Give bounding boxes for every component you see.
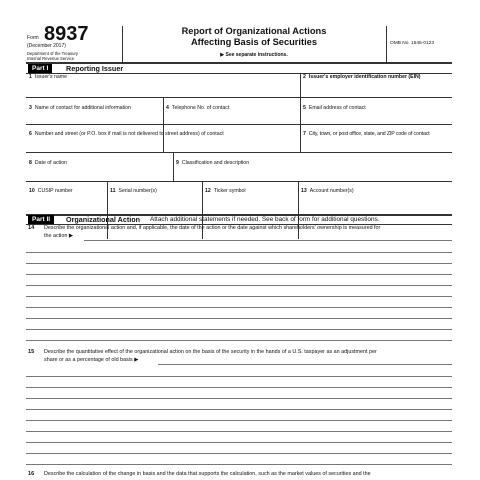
field-contact-street[interactable]: 6 Number and street (or P.O. box if mail is not delivered to street address) of contact bbox=[29, 131, 224, 137]
form-number: 8937 bbox=[44, 23, 89, 45]
omb-number: OMB No. 1545-0123 bbox=[390, 41, 434, 46]
field-contact-phone[interactable]: 4 Telephone No. of contact bbox=[166, 105, 230, 111]
answer-line[interactable] bbox=[26, 409, 452, 410]
answer-line[interactable] bbox=[26, 285, 452, 286]
field-contact-city[interactable]: 7 City, town, or post office, state, and ZIP code of contact bbox=[303, 131, 430, 137]
field-contact-email[interactable]: 5 Email address of contact bbox=[303, 105, 366, 111]
answer-line[interactable] bbox=[26, 431, 452, 432]
answer-line[interactable] bbox=[26, 274, 452, 275]
field-account-numbers[interactable]: 13 Account number(s) bbox=[301, 188, 354, 194]
title-line-2: Affecting Basis of Securities bbox=[190, 37, 318, 47]
item-14-line-2: the action ▶ bbox=[44, 233, 74, 239]
answer-line[interactable] bbox=[26, 340, 452, 341]
field-cusip[interactable]: 10 CUSIP number bbox=[29, 188, 73, 194]
item-14-number: 14 bbox=[28, 225, 35, 231]
item-15-line-2: share or as a percentage of old basis ▶ bbox=[44, 357, 139, 363]
revision-date: (December 2017) bbox=[27, 43, 66, 49]
service-name: Internal Revenue Service bbox=[27, 56, 75, 61]
field-date-of-action[interactable]: 8 Date of action bbox=[29, 160, 67, 166]
item-14-line-1: Describe the organizational action and, if applicable, the date of the action or the date against which shareholders' ownership is measured for bbox=[44, 225, 381, 231]
instructions-note: ▶ See separate instructions. bbox=[220, 52, 288, 58]
item-15-line-1: Describe the quantitative effect of the organizational action on the basis of the security in the hands of a U.S. taxpayer as an adjustment per bbox=[44, 349, 377, 355]
answer-line[interactable] bbox=[26, 420, 452, 421]
answer-line[interactable] bbox=[26, 296, 452, 297]
item-16-number: 16 bbox=[28, 471, 35, 477]
answer-line[interactable] bbox=[26, 252, 452, 253]
answer-line[interactable] bbox=[26, 376, 452, 377]
field-issuer-name[interactable]: 1 Issuer's name bbox=[29, 74, 68, 80]
answer-line[interactable] bbox=[26, 398, 452, 399]
answer-line[interactable] bbox=[26, 307, 452, 308]
answer-line[interactable] bbox=[26, 387, 452, 388]
field-contact-name[interactable]: 3 Name of contact for additional information bbox=[29, 105, 131, 111]
form-word: Form bbox=[27, 35, 39, 41]
form-8937 bbox=[26, 23, 452, 480]
form-title bbox=[122, 26, 386, 59]
part-2-subtitle: Attach additional statements if needed. See back of form for additional questions. bbox=[150, 216, 380, 223]
answer-line[interactable] bbox=[26, 318, 452, 319]
answer-line[interactable] bbox=[84, 240, 452, 241]
field-ticker-symbol[interactable]: 12 Ticker symbol bbox=[205, 188, 246, 194]
answer-line[interactable] bbox=[26, 464, 452, 465]
field-serial-numbers[interactable]: 11 Serial number(s) bbox=[110, 188, 157, 194]
part-2-badge: Part II bbox=[28, 215, 54, 224]
title-line-1: Report of Organizational Actions bbox=[181, 26, 327, 36]
answer-line[interactable] bbox=[26, 442, 452, 443]
answer-line[interactable] bbox=[158, 364, 452, 365]
part-2-title: Organizational Action bbox=[66, 215, 141, 224]
part-1-badge: Part I bbox=[28, 64, 52, 73]
answer-line[interactable] bbox=[26, 329, 452, 330]
answer-line[interactable] bbox=[26, 263, 452, 264]
part-1-title: Reporting Issuer bbox=[66, 64, 124, 73]
item-16-line-1: Describe the calculation of the change in basis and the data that supports the calculation, such as the market values of securities and the bbox=[44, 471, 371, 477]
department-name: Department of the Treasury bbox=[27, 51, 78, 56]
item-15-number: 15 bbox=[28, 349, 35, 355]
answer-line[interactable] bbox=[26, 453, 452, 454]
field-issuer-ein[interactable]: 2 Issuer's employer identification number (EIN) bbox=[303, 74, 421, 80]
field-classification[interactable]: 9 Classification and description bbox=[176, 160, 250, 166]
